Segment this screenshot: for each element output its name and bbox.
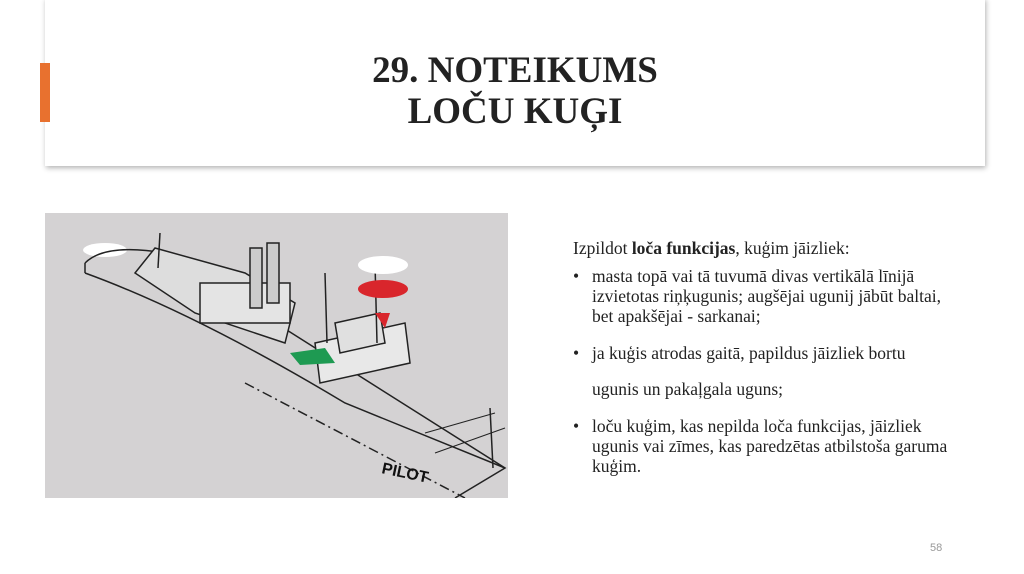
red-masthead-light [358, 280, 408, 298]
intro-text: Izpildot [573, 238, 632, 258]
bullet-text: ja kuģis atrodas gaitā, papildus jāizliek bortu [592, 343, 906, 363]
pilot-vessel-illustration [45, 213, 508, 498]
bullet-item [573, 266, 953, 326]
slide-title [45, 50, 985, 132]
intro [573, 238, 953, 258]
bullet-icon: • [573, 416, 580, 436]
intro-bold: loča funkcijas [631, 238, 736, 258]
bullet-item [573, 343, 953, 399]
bullet-icon: • [573, 343, 580, 363]
white-masthead-light [358, 256, 408, 274]
page-number: 58 [930, 542, 943, 554]
bullet-text: masta topā vai tā tuvumā divas vertikālā līnijā izvietotas riņķugunis; augšējai ugunij jābūt baltai, bet apakšējai - sarkanai; [592, 266, 941, 326]
hull-label: PILOT [380, 460, 430, 487]
rule-text [573, 238, 953, 493]
bullet-text: loču kuģim, kas nepilda loča funkcijas, jāizliek ugunis vai zīmes, kas paredzētas atbilstoša garuma kuģim. [592, 416, 948, 476]
bullet-text-continued: ugunis un pakaļgala uguns; [592, 379, 784, 399]
bullet-icon: • [573, 266, 580, 286]
bullet-item [573, 416, 953, 476]
title-line-2: LOČU KUĢI [407, 91, 623, 132]
title-line-1: 29. NOTEIKUMS [372, 50, 658, 91]
intro-text-end: , kuģim jāizliek: [735, 238, 850, 258]
